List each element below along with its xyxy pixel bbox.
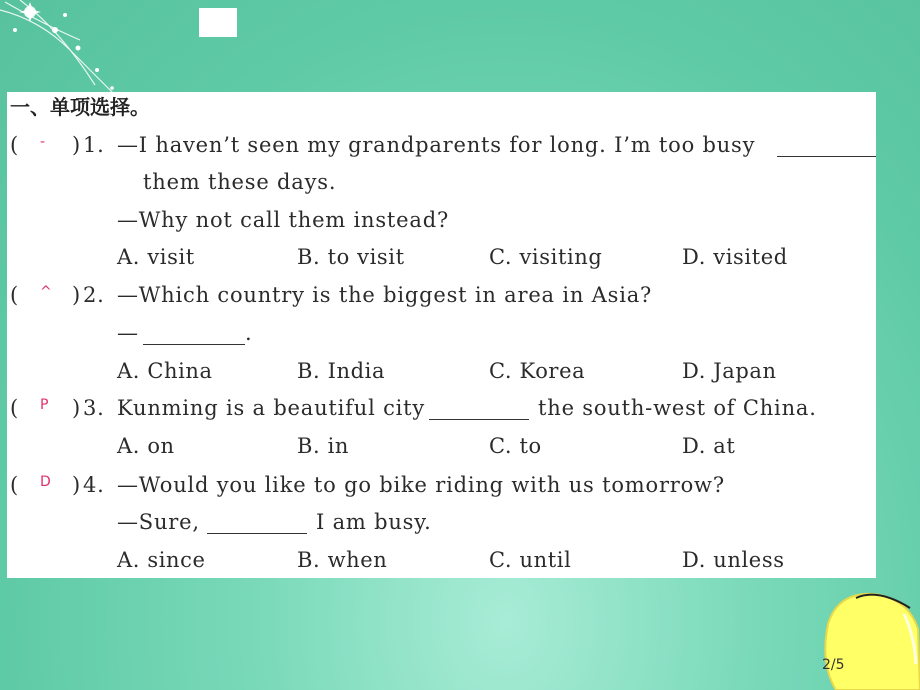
question-panel (7, 92, 876, 578)
q3-option-d: D. at (682, 434, 736, 458)
q3-option-c: C. to (489, 434, 542, 458)
q4-line2-before: —Sure, (117, 510, 200, 534)
q4-answer: D (40, 474, 51, 490)
q1-option-c: C. visiting (489, 245, 603, 269)
q1-option-a: A. visit (117, 245, 195, 269)
q3-blank (429, 401, 529, 420)
q1-paren-close: ) (72, 133, 81, 157)
q4-line2-after: I am busy. (316, 510, 432, 534)
q2-option-c: C. Korea (489, 359, 586, 383)
q2-option-a: A. China (117, 359, 213, 383)
q1-line3: —Why not call them instead? (117, 208, 450, 232)
q2-paren-open: ( (10, 283, 19, 307)
section-heading: 一、单项选择。 (10, 95, 150, 119)
q3-option-b: B. in (297, 434, 350, 458)
q2-answer: ^ (40, 284, 52, 300)
q4-option-a: A. since (117, 548, 206, 572)
q3-paren-open: ( (10, 396, 19, 420)
q2-option-b: B. India (297, 359, 386, 383)
q4-option-b: B. when (297, 548, 388, 572)
q1-option-d: D. visited (682, 245, 788, 269)
q1-option-b: B. to visit (297, 245, 405, 269)
q4-option-d: D. unless (682, 548, 785, 572)
q2-blank (143, 326, 245, 345)
q4-line1: —Would you like to go bike riding with us tomorrow? (117, 473, 725, 497)
q2-line2-dash: — (117, 321, 139, 345)
q2-line2-period: . (245, 321, 253, 345)
q4-number: 4. (83, 473, 105, 497)
white-square-decoration (199, 8, 237, 37)
q1-answer: - (40, 134, 46, 150)
q3-option-a: A. on (117, 434, 175, 458)
q3-line1-after: the south-west of China. (538, 396, 817, 420)
q2-number: 2. (83, 283, 105, 307)
q4-paren-open: ( (10, 473, 19, 497)
q4-option-c: C. until (489, 548, 572, 572)
q4-paren-close: ) (72, 473, 81, 497)
q1-line2: them these days. (143, 170, 337, 194)
q4-blank (207, 515, 307, 534)
q2-paren-close: ) (72, 283, 81, 307)
q3-answer: P (40, 397, 49, 413)
q3-number: 3. (83, 396, 105, 420)
q3-paren-close: ) (72, 396, 81, 420)
q1-number: 1. (83, 133, 105, 157)
q1-paren-open: ( (10, 133, 19, 157)
q2-option-d: D. Japan (682, 359, 777, 383)
q1-blank (777, 138, 876, 157)
q1-line1: —I haven’t seen my grandparents for long. I’m too busy (117, 133, 756, 157)
lemon-decoration (818, 584, 920, 690)
q2-line1: —Which country is the biggest in area in Asia? (117, 283, 653, 307)
page-indicator: 2/5 (822, 657, 845, 673)
q3-line1-before: Kunming is a beautiful city (117, 396, 426, 420)
